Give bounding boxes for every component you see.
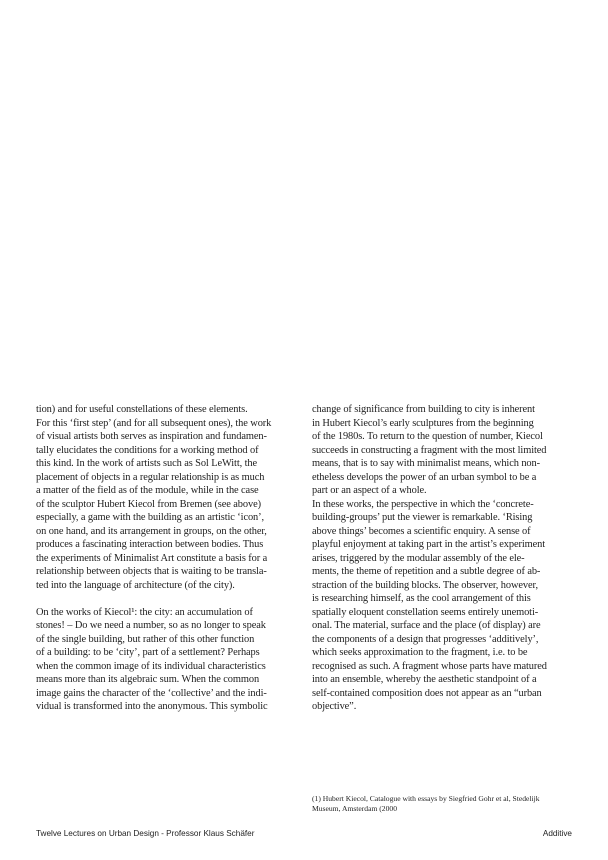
body-paragraph: tion) and for useful constellations of these elements. For this ‘first step’ (and for all subsequent ones), the work of visual artists both serves as inspiration and fundamen- tally elucidates the conditions for a working method of this kind. In the work of artists such as Sol LeWitt, the placement of objects in a regular relationship is as much a matter of the field as of the module, while in the case of the sculptor Hubert Kiecol from Bremen (see above) especially, a game with the building as an artistic ‘icon’, on one hand, and its arrangement in groups, on the other, produces a fascinating interaction between bodies. Thus the experiments of Minimalist Art constitute a basis for a relationship between objects that is waiting to be transla- ted into the language of architecture (of the city). <box>36 404 272 591</box>
left-text-column <box>36 403 301 714</box>
footnote: (1) Hubert Kiecol, Catalogue with essays by Siegfried Gohr et al, Stedelijk Museum, Amsterdam (2000 <box>312 794 540 813</box>
body-paragraph: change of significance from building to city is inherent in Hubert Kiecol’s early sculptures from the beginning of the 1980s. To return to the question of number, Kiecol succeeds in constructing a fragment with the most limited means, that is to say with minimalist means, which non- etheless develops the power of an urban symbol to be a part or an aspect of a whole. <box>312 404 547 496</box>
footer-section-name: Additive <box>542 829 572 838</box>
paragraph-gap <box>36 592 301 606</box>
right-text-column <box>312 403 580 714</box>
footer-title: Twelve Lectures on Urban Design - Professor Klaus Schäfer <box>36 829 255 838</box>
body-paragraph: In these works, the perspective in which the ‘concrete- building-groups’ put the viewer is remarkable. ‘Rising above things’ becomes a scientific enquiry. A sense of playful enjoyment at taking part in the artist’s experiment arises, triggered by the modular assembly of the ele- ments, the theme of repetition and a subtle degree of ab- straction of the building blocks. The observer, however, is researching himself, as the cool arrangement of this spatially eloquent constellation seems entirely unemoti- onal. The material, surface and the place (of display) are the components of a design that progresses ‘additively’, which seeks approximation to the fragment, i.e. to be recognised as such. A fragment whose parts have matured into an ensemble, whereby the aesthetic standpoint of a self-contained composition does not appear as an “urban objective”. <box>312 498 547 712</box>
body-paragraph: On the works of Kiecol¹: the city: an accumulation of stones! – Do we need a number, so as no longer to speak of the single building, but rather of this other function of a building: to be ‘city’, part of a settlement? Perhaps when the common image of its individual characteristics means more than its algebraic sum. When the common image gains the character of the ‘collective’ and the indi- vidual is transformed into the anonymous. This symbolic <box>36 606 268 712</box>
